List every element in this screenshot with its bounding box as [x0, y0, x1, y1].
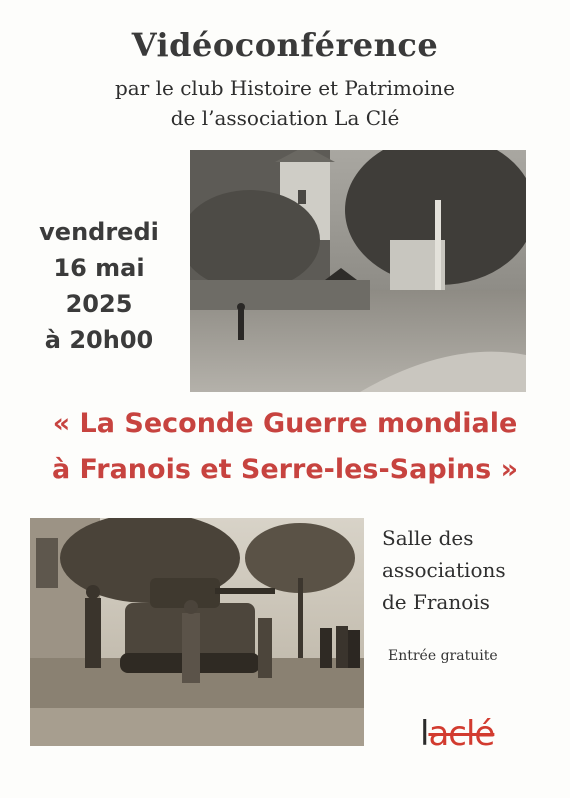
event-date-block — [24, 214, 174, 358]
event-date: 16 mai — [53, 254, 145, 282]
logo-letter-l: l — [420, 714, 429, 754]
venue-line-3: de Franois — [382, 590, 490, 614]
event-time: à 20h00 — [44, 326, 154, 354]
event-year: 2025 — [65, 290, 133, 318]
entry-free-label: Entrée gratuite — [388, 648, 498, 664]
venue-line-2: associations — [382, 558, 506, 582]
logo-text-acle: aclé — [428, 714, 495, 754]
organizer-line-2: de l’association La Clé — [170, 106, 400, 130]
organizer-line-1: par le club Histoire et Patrimoine — [114, 76, 456, 100]
venue-line-1: Salle des — [382, 526, 474, 550]
historic-photo-village-square — [190, 150, 526, 392]
conference-title-line-2: à Franois et Serre-les-Sapins » — [51, 454, 519, 485]
conference-title-line-1: « La Seconde Guerre mondiale — [52, 408, 518, 439]
poster-title: Vidéoconférence — [131, 26, 439, 64]
venue-block — [382, 522, 506, 618]
event-day: vendredi — [39, 218, 159, 246]
historic-photo-tank — [30, 518, 364, 746]
la-cle-logo — [420, 714, 494, 754]
